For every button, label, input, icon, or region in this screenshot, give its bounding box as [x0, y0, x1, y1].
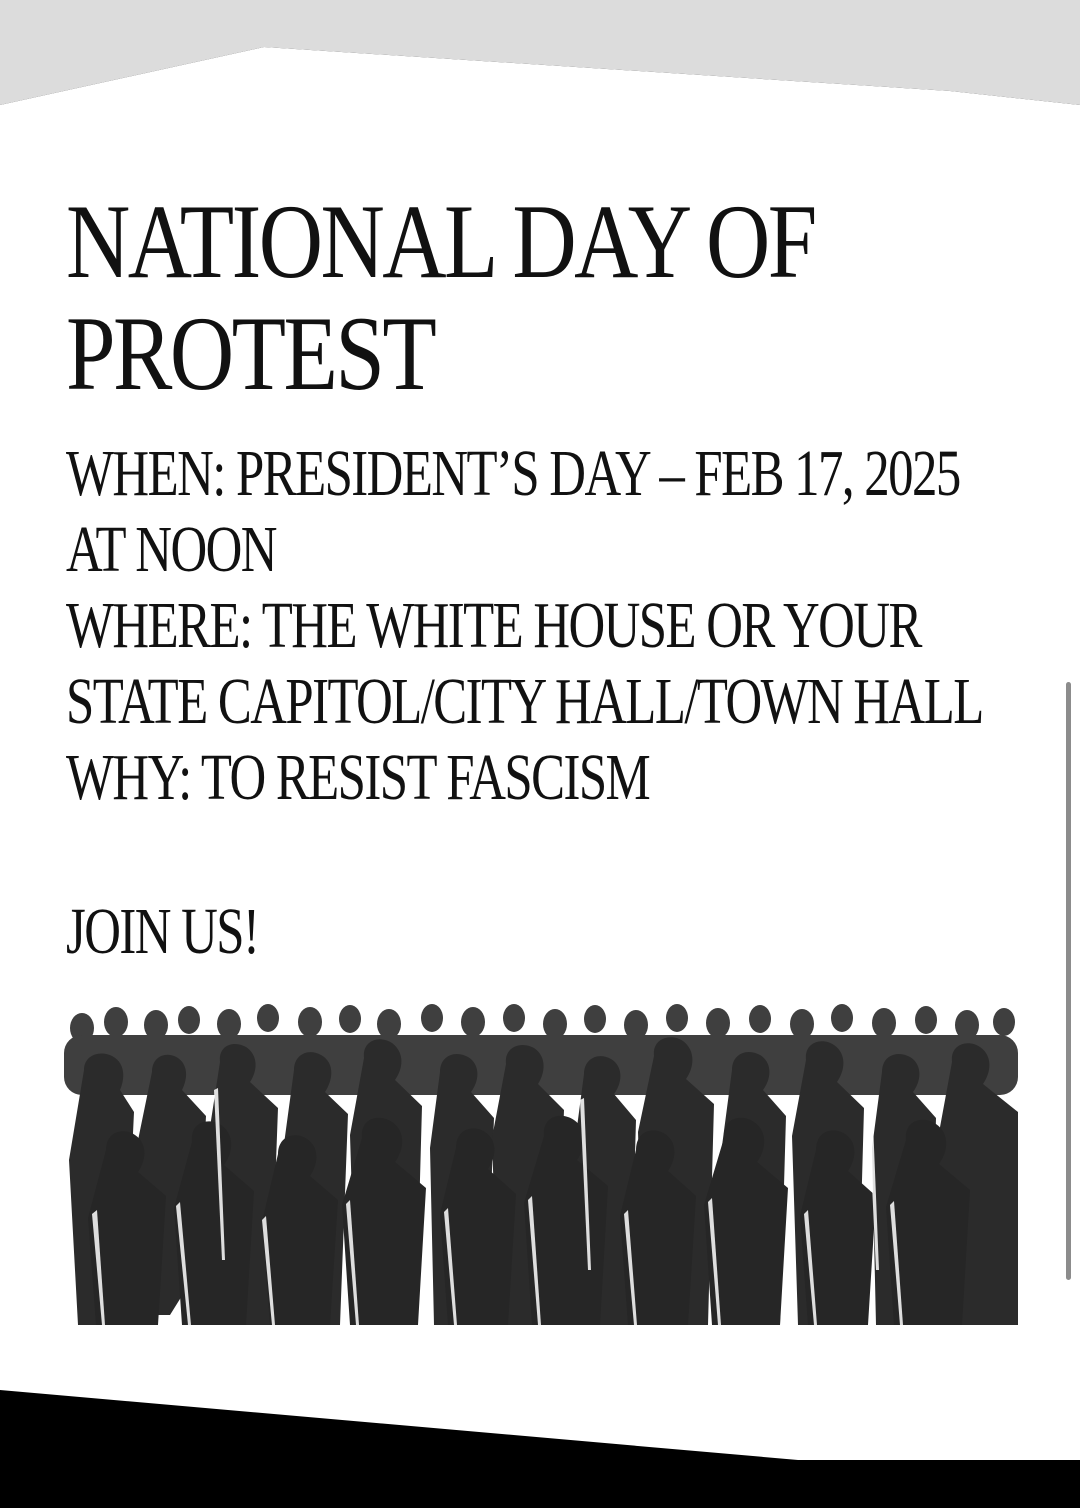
vertical-scrollbar[interactable]	[1066, 682, 1071, 1280]
poster-text-block	[66, 183, 1026, 816]
when-line: WHEN: PRESIDENT’S DAY – FEB 17, 2025	[66, 437, 960, 510]
where-line: WHERE: THE WHITE HOUSE OR YOUR	[66, 589, 921, 662]
time-line: AT NOON	[66, 513, 276, 586]
poster-headline	[66, 183, 956, 412]
why-line: WHY: TO RESIST FASCISM	[66, 741, 650, 814]
headline-line-2: PROTEST	[66, 295, 435, 412]
join-us-text: JOIN US!	[66, 895, 259, 968]
event-details	[66, 436, 990, 816]
crowd-silhouette-icon	[64, 1000, 1018, 1325]
location-line: STATE CAPITOL/CITY HALL/TOWN HALL	[66, 665, 983, 738]
headline-line-1: NATIONAL DAY OF	[66, 183, 815, 300]
